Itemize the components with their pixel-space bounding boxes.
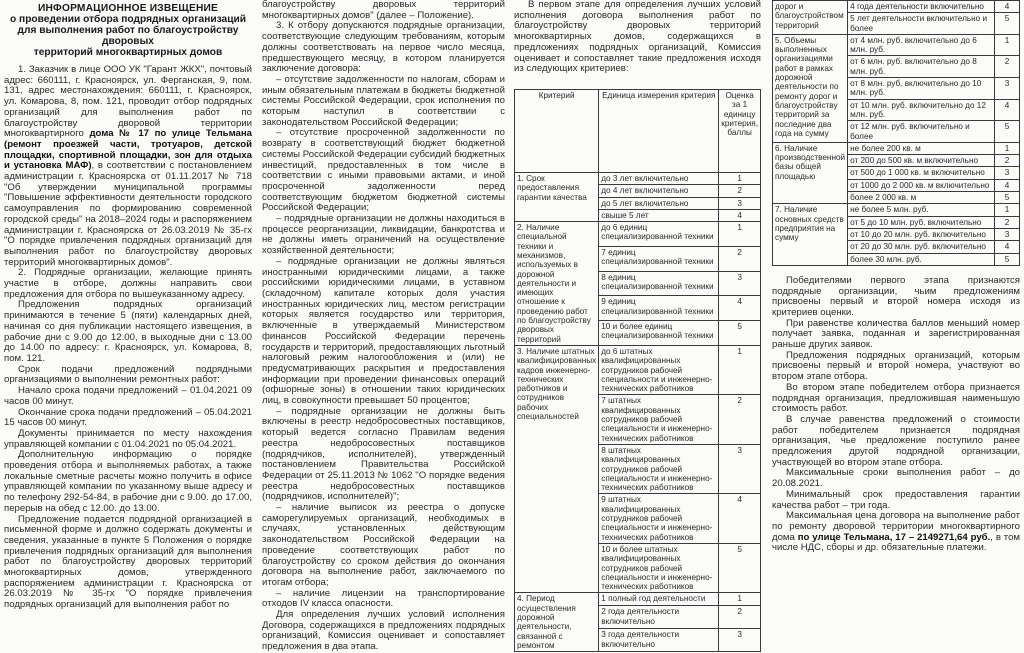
paragraph: – подрядные организации не должны быть включены в реестр недобросовестных поставщиков, который ведется согласно Правилам ведения реестра недобросовестных поставщиков (подрядчиков, исполнителей), утвержденный постановлением Правительства Российской Федерации от 25.11.2013 № 1062 "О порядке ведения реестра недобросовестных поставщиков (подрядчиков, исполнителей)"; [262,405,505,503]
criterion-score: 5 [995,13,1020,35]
header-criterion: Критерий [515,89,599,172]
criterion-score: 4 [995,179,1020,191]
paragraph-warranty: Минимальный срок предоставления гарантии качества работ – три года. [772,488,1020,511]
criterion-unit: до 4 лет включительно [599,185,719,197]
criterion-unit: 9 штатных квалифицированных сотрудников рабочей специальности и инженерно-технических работников [599,494,719,543]
criterion-unit: 8 штатных квалифицированных сотрудников рабочей специальности и инженерно-технических работников [599,444,719,493]
paragraph: 3. К отбору допускаются подрядные организации, соответствующие следующим требованиям, которым должны соответствовать на первое число месяца, предшествующего месяцу, в котором планируется заключение договора: [262,20,505,75]
paragraph: Предложения подрядных организаций, которым присвоены первый и второй номера, участвуют во втором этапе отбора. [772,349,1020,383]
criterion-name: 2. Наличие специальной техники и механизмов, используемых в дорожной деятельности и имеющих отношение к проведению работ по благоустройству дворовых территорий [515,222,599,346]
criterion-score: 3 [719,271,761,296]
criterion-score: 1 [995,142,1020,154]
text: 1. Заказчик в лице ООО УК "Гарант ЖКХ", почтовый адрес: 660111, г. Красноярск, ул. Ферганская, 9, пом. 131, адрес местонахождения: 660111, г. Красноярск, ул. Комарова, 8, пом. 121, проводит отбор подрядных организаций для выполнения работ по благоустройству дворовой территории многоквартирного [4,64,252,140]
criterion-unit: от 4 млн. руб. включительно до 6 млн. руб. [848,34,995,56]
table-row [515,593,761,606]
criterion-unit: 3 года деятельности включительно [599,629,719,652]
criterion-score: 2 [995,56,1020,78]
criterion-score: 2 [719,246,761,271]
criterion-name: 7. Наличие основных средств предприятия на сумму [773,204,848,265]
criterion-score: 5 [995,253,1020,265]
criterion-name: 4. Период осуществления дорожной деятельности, связанной с ремонтом [515,593,599,652]
criteria-table-continued-body [773,1,1020,266]
criterion-score: 1 [719,172,761,184]
criterion-unit: 9 единиц специализированной техники [599,296,719,321]
paragraph: Для определения лучших условий исполнения Договора, содержащихся в предложениях подрядных организаций, Комиссия оценивает и сопоставляет предложения в два этапа. [262,609,505,653]
paragraph: При равенстве количества баллов меньший номер получает заявка, поданная и зарегистрированная раньше других заявок. [772,317,1020,351]
criterion-score: 1 [995,204,1020,216]
criterion-unit: не более 5 млн. руб. [848,204,995,216]
paragraph-customer [4,65,252,268]
criterion-unit: от 1000 до 2 000 кв. м включительно [848,179,995,191]
paragraph: Срок подачи предложений подрядными организациями о выполнении ремонтных работ: [4,363,252,386]
criterion-unit: 8 единиц специализированной техники [599,271,719,296]
column-2 [262,0,505,653]
paragraph: – подрядные организации не должны являться иностранными юридическими лицами, а также российскими юридическими лицами, в уставном (складочном) капитале которых доля участия иностранных юридических лиц, местом регистрации которых является государство или территория, включенные в утверждаемый Министерством финансов Российской Федерации перечень государств и территорий, предоставляющих льготный налоговый режим налогообложения и (или) не предусматривающих раскрытия и предоставления информации при проведении финансовых операций (офшорные зоны) в отношении таких юридических лиц, в совокупности превышает 50 процентов; [262,255,505,407]
criterion-unit: 10 и более штатных квалифицированных сотрудников рабочей специальности и инженерно-технических работников [599,543,719,592]
notice-subtitle-1: о проведении отбора подрядных организаций [10,14,246,25]
criterion-score: 1 [719,345,761,394]
table-row [773,1,1020,13]
after-table-text [772,276,1020,554]
criterion-unit: до 3 лет включительно [599,172,719,184]
criterion-score: 4 [995,241,1020,253]
criteria-table-continued [772,0,1020,266]
paragraph: Во втором этапе победителем отбора признается подрядная организация, предложившая наименьшую стоимость работ. [772,381,1020,415]
table-row [773,204,1020,216]
criterion-unit: 4 года деятельности включительно [848,1,995,13]
criterion-unit: 10 и более единиц специализированной техники [599,321,719,346]
header-score: Оценка за 1 единицу критерия, баллы [719,89,761,172]
notice-subtitle-2: для выполнения работ по благоустройству дворовых [17,25,239,47]
header-unit: Единица измерения критерия [599,89,719,172]
paragraph: В первом этапе для определения лучших условий исполнения договора выполнения работ по благоустройству дворовых территорий многоквартирных домов, содержащихся в предложениях подрядных организаций, Комиссия оценивает и сопоставляет такие предложения исходя из следующих критериев: [514,0,761,75]
criterion-score: 4 [995,1,1020,13]
criterion-score: 3 [995,228,1020,240]
table-row [515,222,761,247]
criterion-unit: от 5 до 10 млн. руб. включительно [848,216,995,228]
criterion-score: 4 [719,494,761,543]
criterion-score: 2 [719,606,761,629]
criterion-unit: 2 года деятельности включительно [599,606,719,629]
criterion-score: 2 [995,216,1020,228]
column-3 [514,0,761,652]
criterion-name: 5. Объемы выполненных организациями работ в рамках дорожной деятельности по ремонту дорог и благоустройству территорий за последние два года на сумму [773,34,848,142]
paragraph-start-date: Начало срока подачи предложений – 01.04.2021 09 часов 00 минут. [4,385,252,407]
notice-subtitle-3: территорий многоквартирных домов [33,47,223,58]
paragraph: В случае равенства предложений о стоимости работ победителем признается подрядная организация, чье предложение поступило ранее предложения другой подрядной организации, участвующей во втором этапе отбора. [772,413,1020,468]
criterion-score: 3 [719,629,761,652]
paragraph: – отсутствие задолженности по налогам, сборам и иным обязательным платежам в бюджеты бюджетной системы Российской Федерации, срок исполнения по которым наступил в соответствии с законодательством Российской Федерации; [262,73,505,128]
paragraph-end-date: Окончание срока подачи предложений – 05.04.2021 15 часов 00 минут. [4,406,252,429]
criterion-unit: 7 штатных квалифицированных сотрудников рабочей специальности и инженерно-технических работников [599,395,719,444]
paragraph-max-price [772,511,1020,554]
criterion-score: 1 [719,222,761,247]
paragraph-deadline: Максимальные сроки выполнения работ – до 20.08.2021. [772,467,1020,490]
criterion-unit: до 6 штатных квалифицированных сотрудников рабочей специальности и инженерно-технических работников [599,345,719,394]
notice-title [4,3,252,58]
criterion-score: 5 [995,121,1020,143]
criterion-score: 2 [995,155,1020,167]
criterion-unit: свыше 5 лет [599,209,719,221]
criterion-unit: до 5 лет включительно [599,197,719,209]
criterion-score: 4 [719,209,761,221]
notice-heading: ИНФОРМАЦИОННОЕ ИЗВЕЩЕНИЕ [37,3,219,14]
criterion-unit: от 200 до 500 кв. м включительно [848,155,995,167]
criterion-score: 5 [995,192,1020,204]
bold-price: по улице Тельмана, 17 – 2149271,64 руб. [797,531,991,543]
criterion-score: 4 [719,296,761,321]
criteria-table-body [515,172,761,651]
criterion-unit: от 10 до 20 млн. руб. включительно [848,228,995,240]
column-4 [772,0,1020,554]
criterion-unit: от 12 млн. руб. включительно и более [848,121,995,143]
paragraph: Предложение подается подрядной организацией в письменной форме и должно содержать документы и сведения, указанные в пункте 5 Положения о порядке привлечения подрядных организаций для выполнения работ по благоустройству дворовых территорий многоквартирных домов, утвержденного распоряжением администрации г. Красноярска от 26.03.2019 № 35-гх "О порядке привлечения подрядных организаций для выполнения работ по [4,513,252,611]
criterion-score: 5 [719,543,761,592]
criterion-unit: от 10 млн. руб. включительно до 12 млн. руб. [848,99,995,121]
criterion-score: 2 [719,185,761,197]
text: Максимальная цена договора на выполнение работ по ремонту дворовой территории многоквартирного дома [772,510,1020,543]
paragraph: – подрядные организации не должны находиться в процессе реорганизации, ликвидации, банкротства и не должны иметь ограничений на осуществление хозяйственной деятельности; [262,213,505,257]
bold-address: дома № 17 по улице Тельмана (ремонт проезжей части, тротуаров, детской площадки, спортивной площадки, зон для отдыха и установка МАФ) [4,128,252,172]
criterion-unit: от 500 до 1 000 кв. м включительно [848,167,995,179]
criteria-table [514,89,761,652]
criterion-score: 1 [719,593,761,606]
criterion-name: дорог и благоустройством территорий [773,1,848,35]
criterion-name: 6. Наличие производственной базы общей площадью [773,142,848,203]
criterion-score: 1 [995,34,1020,56]
criterion-unit: 5 лет деятельности включительно и более [848,13,995,35]
criterion-name: 3. Наличие штатных квалифицированных кадров инженерно-технических работников и сотрудников рабочих специальностей [515,345,599,592]
criterion-name: 1. Срок предоставления гарантии качества [515,172,599,221]
criterion-score: 3 [995,167,1020,179]
criterion-unit: от 6 млн. руб. включительно до 8 млн. руб. [848,56,995,78]
criterion-unit: 1 полный год деятельности [599,593,719,606]
criterion-unit: от 8 млн. руб. включительно до 10 млн. руб. [848,78,995,100]
criterion-unit: до 6 единиц специализированной техники [599,222,719,247]
column-1 [4,0,252,611]
paragraph: Документы принимается по месту нахождения управляющей компании с 01.04.2021 по 05.04.2021. [4,427,252,450]
paragraph: – отсутствие просроченной задолженности по возврату в соответствующий бюджет бюджетной системы Российской Федерации субсидий бюджетных инвестиций, предоставленных в том числе в соответствии с иными правовыми актами, и иной просроченной задолженности перед соответствующим бюджетом бюджетной системы Российской Федерации; [262,127,505,214]
criterion-unit: более 30 млн. руб. [848,253,995,265]
paragraph: Предложения подрядных организаций принимаются в течение 5 (пяти) календарных дней, начиная со дня публикации настоящего извещения, в рабочие дни с 9.00 до 12.00, в выходные дни с 13.00 до 14.00 по адресу: г. Красноярск, ул. Комарова, 8, пом. 121. [4,299,252,364]
text: , в том числе НДС, сборы и др. обязательные платежи. [772,531,1021,554]
table-row [515,345,761,394]
table-row [515,172,761,184]
paragraph-contacts: Дополнительную информацию о порядке проведения отбора и выполняемых работах, а также локальные сметные расчеты можно получить в офисе управляющей компании по указанному выше адресу и по телефону 292-54-84, в рабочие дни с 9.00. до 17.00, перерыв на обед с 12.00. до 13.00. [4,449,252,514]
paragraph: Победителями первого этапа признаются подрядные организации, чьим предложениям присвоены первый и второй номера исходя из критериев оценки. [772,274,1020,318]
paragraph: – наличие выписок из реестра о допуске саморегулируемых организаций, необходимых в случаях, установленных действующим законодательством Российской Федерации на проведение соответствующих работ по благоустройству со сроком действия до окончания договора на выполнение работ, заключаемого по итогам отбора; [262,502,505,588]
criterion-score: 3 [719,197,761,209]
criterion-unit: 7 единиц специализированной техники [599,246,719,271]
criterion-unit: более 2 000 кв. м [848,192,995,204]
criterion-score: 3 [719,444,761,493]
criterion-score: 2 [719,395,761,444]
table-header-row [515,89,761,172]
criterion-score: 4 [995,99,1020,121]
text: , в соответствии с постановлением администрации г. Красноярска от 01.11.2017 № 718 "Об утверждении муниципальной программы "Повышение эффективности деятельности городского самоуправления по формированию современной городской среды" на 2018–2024 годы и распоряжением администрации г. Красноярска от 26.03.2019 № 35-гх "О порядке привлечения подрядных организаций для выполнения работ по благоустройству дворовых территорий многоквартирных домов". [4,160,252,268]
criterion-unit: от 20 до 30 млн. руб. включительно [848,241,995,253]
table-row [773,34,1020,56]
criterion-unit: не более 200 кв. м [848,142,995,154]
table-row [773,142,1020,154]
paragraph: 2. Подрядные организации, желающие принять участие в отборе, должны направить свои предложения для отбора по вышеуказанному адресу. [4,267,252,300]
criterion-score: 3 [995,78,1020,100]
paragraph: благоустройству дворовых территорий многоквартирных домов" (далее – Положение). [262,0,505,21]
paragraph: – наличие лицензии на транспортирование отходов IV класса опасности. [262,587,505,610]
criterion-score: 5 [719,321,761,346]
